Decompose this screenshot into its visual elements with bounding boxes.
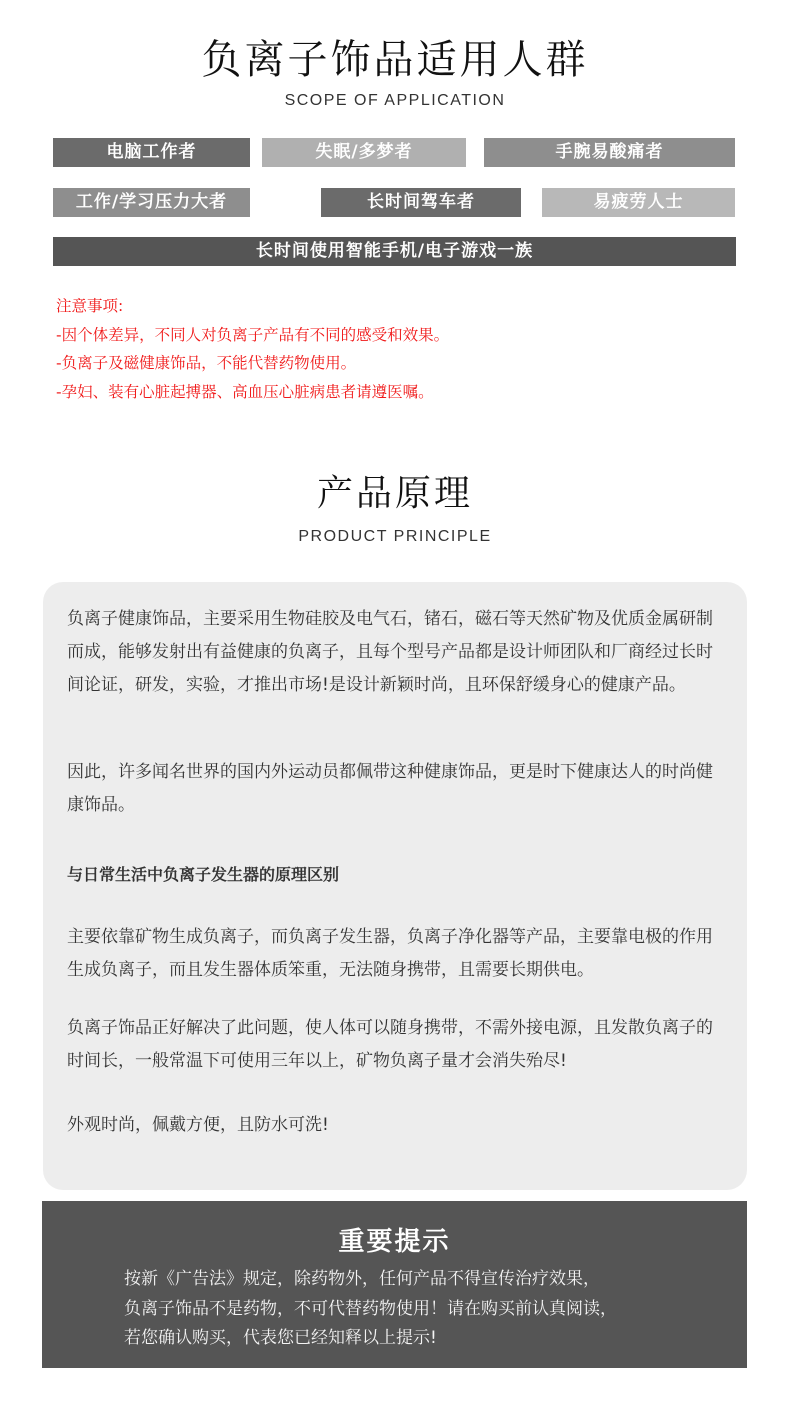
- scope-subtitle: SCOPE OF APPLICATION: [284, 92, 506, 109]
- principle-subtitle: PRODUCT PRINCIPLE: [298, 528, 492, 545]
- principle-paragraph: 外观时尚，佩戴方便，且防水可洗!: [67, 1115, 329, 1135]
- tag-stress: 工作/学习压力大者: [53, 188, 250, 217]
- tag-phone-gamers: 长时间使用智能手机/电子游戏一族: [53, 237, 736, 266]
- important-line: 按新《广告法》规定，除药物外，任何产品不得宣传治疗效果，: [124, 1269, 600, 1289]
- important-line: 若您确认购买，代表您已经知释以上提示!: [124, 1328, 437, 1348]
- scope-title: 负离子饰品适用人群: [201, 37, 589, 83]
- tag-fatigue: 易疲劳人士: [542, 188, 735, 217]
- principle-title: 产品原理: [316, 473, 473, 514]
- principle-paragraph: 负离子饰品正好解决了此问题，使人体可以随身携带，不需外接电源，且发散负离子的时间长，一般常温下可使用三年以上，矿物负离子量才会消失殆尽!: [67, 1018, 713, 1071]
- notice-item: -因个体差异，不同人对负离子产品有不同的感受和效果。: [56, 325, 450, 344]
- tag-wrist-pain: 手腕易酸痛者: [484, 138, 735, 167]
- important-body: [124, 1265, 617, 1354]
- principle-paragraph: 负离子健康饰品，主要采用生物硅胶及电气石，锗石，磁石等天然矿物及优质金属研制而成，能够发射出有益健康的负离子，且每个型号产品都是设计师团队和厂商经过长时间论证，研发，实验，才推出市场!是设计新颖时尚，且环保舒缓身心的健康产品。: [67, 609, 713, 695]
- notice-block: [56, 292, 449, 406]
- principle-subheading: 与日常生活中负离子发生器的原理区别: [67, 865, 340, 884]
- notice-heading: 注意事项:: [56, 297, 124, 315]
- principle-card: [43, 582, 747, 1190]
- notice-item: -负离子及磁健康饰品，不能代替药物使用。: [56, 354, 357, 372]
- important-line: 负离子饰品不是药物，不可代替药物使用！请在购买前认真阅读，: [124, 1298, 617, 1319]
- tag-insomnia: 失眠/多梦者: [262, 138, 466, 167]
- important-notice-box: [42, 1201, 747, 1368]
- tag-long-driving: 长时间驾车者: [321, 188, 521, 217]
- principle-paragraph: 主要依靠矿物生成负离子，而负离子发生器，负离子净化器等产品，主要靠电极的作用生成负离子，而且发生器体质笨重，无法随身携带，且需要长期供电。: [67, 927, 713, 980]
- principle-paragraph: 因此，许多闻名世界的国内外运动员都佩带这种健康饰品，更是时下健康达人的时尚健康饰品。: [67, 762, 713, 815]
- tag-computer-workers: 电脑工作者: [53, 138, 250, 167]
- notice-item: -孕妇、装有心脏起搏器、高血压心脏病患者请遵医嘱。: [56, 382, 434, 401]
- important-title: 重要提示: [338, 1227, 451, 1257]
